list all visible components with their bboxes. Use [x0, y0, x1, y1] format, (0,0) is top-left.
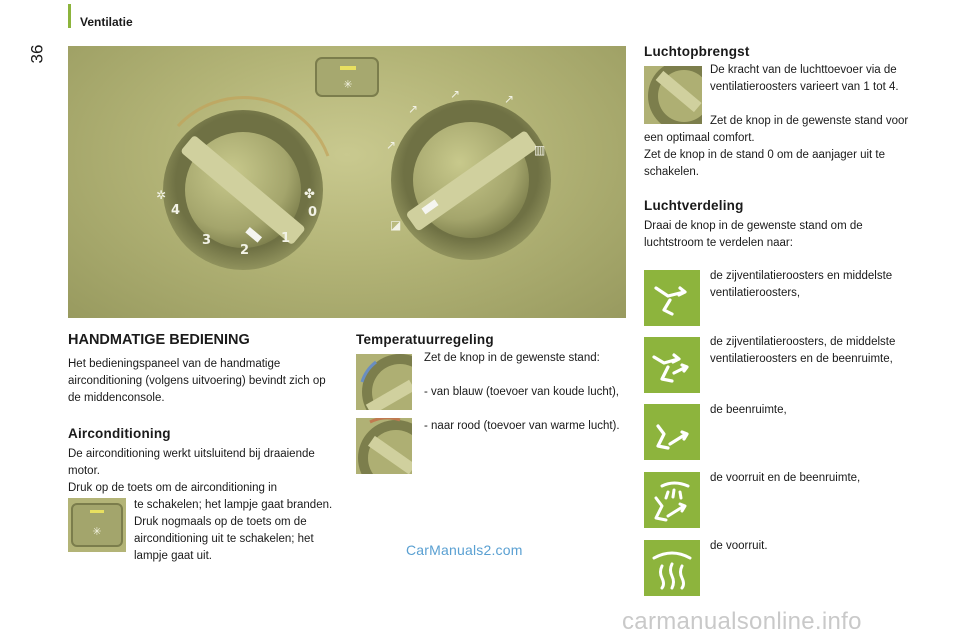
svg-text:✲: ✲ [156, 188, 167, 202]
svg-text:✳: ✳ [343, 78, 353, 91]
svg-text:↗: ↗ [386, 138, 397, 152]
distribution-item-4-text: de voorruit en de beenruimte, [710, 472, 861, 484]
fan-speed-label: 2 [240, 243, 250, 258]
windscreen-defrost-icon [644, 540, 700, 596]
distribution-item-5-text: de voorruit. [710, 540, 768, 552]
airco-text-c: te schakelen; het lampje gaat branden. Druk nogmaals op de toets om de airconditioning uit te schakelen; het lampje gaat uit. [134, 499, 333, 562]
control-panel-photo [68, 46, 626, 318]
airflow-text-c: Zet de knop in de stand 0 om de aanjager uit te schakelen. [644, 149, 886, 178]
distribution-intro: Draai de knop in de gewenste stand om de luchtstroom te verdelen naar: [644, 220, 863, 249]
temperature-knob-red-thumbnail [356, 418, 412, 474]
airco-text-b: Druk op de toets om de airconditioning in [68, 482, 278, 494]
manual-heading: HANDMATIGE BEDIENING [68, 332, 250, 348]
airco-text-a: De airconditioning werkt uitsluitend bij draaiende motor. [68, 448, 315, 477]
airflow-text-a: De kracht van de luchttoevoer via de ventilatieroosters varieert van 1 tot 4. [710, 64, 899, 93]
distribution-item-2-text: de zijventilatieroosters, de middelste ventilatieroosters en de beenruimte, [710, 336, 896, 365]
watermark-carmanuals: CarManuals2.com [406, 542, 523, 558]
manual-intro-text: Het bedieningspaneel van de handmatige airconditioning (volgens uitvoering) bevindt zich op de middenconsole. [68, 358, 326, 404]
distribution-heading: Luchtverdeling [644, 198, 744, 213]
temperature-item-blue: - van blauw (toevoer van koude lucht), [424, 386, 619, 398]
airflow-text-b: Zet de knop in de gewenste stand voor een optimaal comfort. [644, 115, 909, 144]
svg-text:▥: ▥ [534, 143, 546, 157]
svg-text:✤: ✤ [304, 187, 315, 202]
temperature-knob-blue-thumbnail [356, 354, 412, 410]
windscreen-feet-icon [644, 472, 700, 528]
temperature-item-red: - naar rood (toevoer van warme lucht). [424, 420, 620, 432]
section-marker-bar [68, 4, 71, 28]
face-vent-icon [644, 270, 700, 326]
temperature-text-a: Zet de knop in de gewenste stand: [424, 352, 600, 364]
temperature-heading: Temperatuurregeling [356, 332, 494, 347]
snowflake-icon: ✳ [92, 525, 102, 538]
feet-vent-icon [644, 404, 700, 460]
fan-speed-label: 3 [202, 233, 212, 248]
airco-button-thumbnail [68, 498, 126, 552]
section-header: Ventilatie [80, 15, 133, 29]
airflow-heading: Luchtopbrengst [644, 44, 750, 59]
svg-text:↗: ↗ [450, 87, 461, 101]
watermark-carmanualsonline: carmanualsonline.info [622, 608, 862, 635]
svg-text:◪: ◪ [390, 218, 402, 232]
fan-speed-label: 1 [281, 231, 291, 246]
fan-speed-label: 4 [171, 203, 181, 218]
face-feet-vent-icon [644, 337, 700, 393]
fan-speed-label: 0 [308, 205, 318, 220]
distribution-item-3-text: de beenruimte, [710, 404, 787, 416]
page-number: 36 [27, 44, 47, 64]
airco-heading: Airconditioning [68, 426, 171, 441]
svg-text:↗: ↗ [504, 92, 515, 106]
svg-text:↗: ↗ [408, 102, 419, 116]
distribution-item-1-text: de zijventilatieroosters en middelste ventilatieroosters, [710, 270, 893, 299]
